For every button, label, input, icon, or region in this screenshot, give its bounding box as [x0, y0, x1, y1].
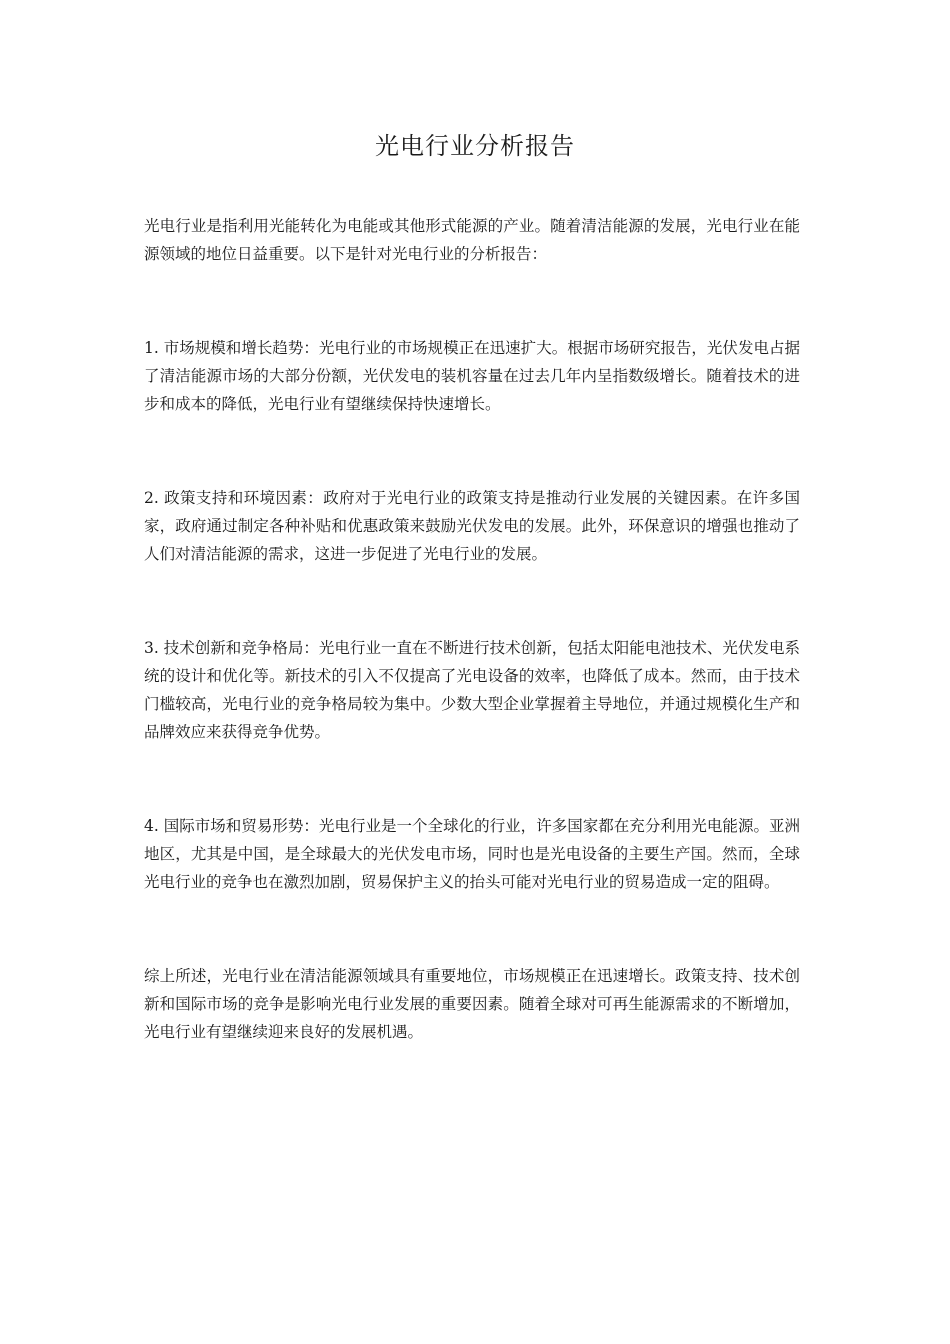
- section-international-market: 4. 国际市场和贸易形势：光电行业是一个全球化的行业，许多国家都在充分利用光电能源。亚洲地区，尤其是中国，是全球最大的光伏发电市场，同时也是光电设备的主要生产国。然而，全球光电行业的竞争也在激烈加剧，贸易保护主义的抬头可能对光电行业的贸易造成一定的阻碍。: [144, 817, 800, 891]
- document-body: [144, 212, 800, 1112]
- section-market-scale: 1. 市场规模和增长趋势：光电行业的市场规模正在迅速扩大。根据市场研究报告，光伏发电占据了清洁能源市场的大部分份额，光伏发电的装机容量在过去几年内呈指数级增长。随着技术的进步和成本的降低，光电行业有望继续保持快速增长。: [144, 339, 800, 413]
- intro-paragraph: 光电行业是指利用光能转化为电能或其他形式能源的产业。随着清洁能源的发展，光电行业在能源领域的地位日益重要。以下是针对光电行业的分析报告：: [144, 217, 800, 263]
- conclusion-paragraph: 综上所述，光电行业在清洁能源领域具有重要地位，市场规模正在迅速增长。政策支持、技术创新和国际市场的竞争是影响光电行业发展的重要因素。随着全球对可再生能源需求的不断增加，光电行业有望继续迎来良好的发展机遇。: [144, 967, 800, 1041]
- document-title: 光电行业分析报告: [375, 132, 575, 160]
- section-policy-support: 2. 政策支持和环境因素：政府对于光电行业的政策支持是推动行业发展的关键因素。在许多国家，政府通过制定各种补贴和优惠政策来鼓励光伏发电的发展。此外，环保意识的增强也推动了人们对清洁能源的需求，这进一步促进了光电行业的发展。: [144, 489, 800, 563]
- section-tech-innovation: 3. 技术创新和竞争格局：光电行业一直在不断进行技术创新，包括太阳能电池技术、光伏发电系统的设计和优化等。新技术的引入不仅提高了光电设备的效率，也降低了成本。然而，由于技术门槛较高，光电行业的竞争格局较为集中。少数大型企业掌握着主导地位，并通过规模化生产和品牌效应来获得竞争优势。: [144, 639, 800, 741]
